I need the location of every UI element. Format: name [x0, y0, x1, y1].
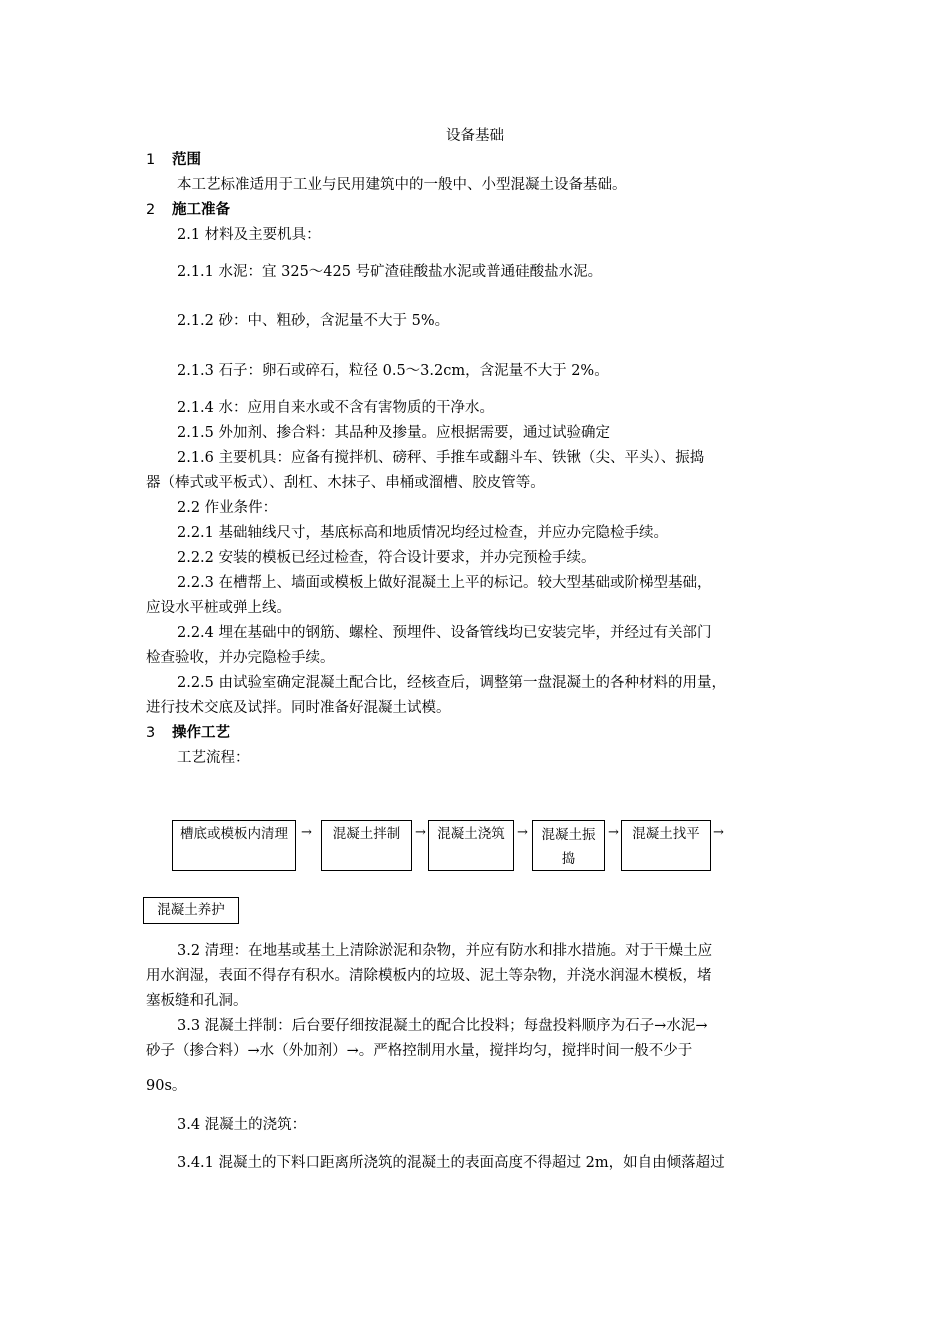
document-title: 设备基础 — [446, 128, 504, 144]
clause: 2.1.4 水：应用自来水或不含有害物质的干净水。 — [177, 400, 495, 416]
clause: 2.1.2 砂：中、粗砂，含泥量不大于 5%。 — [177, 313, 450, 329]
clause: 2.2.3 在槽帮上、墙面或模板上做好混凝土上平的标记。较大型基础或阶梯型基础， — [177, 575, 712, 591]
clause: 2.2.5 由试验室确定混凝土配合比，经核查后，调整第一盘混凝土的各种材料的用量， — [177, 675, 727, 691]
subsection-heading: 2.1 材料及主要机具： — [177, 227, 321, 243]
clause-continuation: 检查验收，并办完隐检手续。 — [146, 650, 335, 666]
clause: 2.1.1 水泥：宜 325～425 号矿渣硅酸盐水泥或普通硅酸盐水泥。 — [177, 264, 603, 280]
flow-step-pouring: 混凝土浇筑 — [428, 820, 514, 871]
flow-arrow: → — [517, 825, 528, 840]
flow-step-leveling: 混凝土找平 — [621, 820, 711, 871]
section-heading-3: 3 操作工艺 — [146, 725, 230, 741]
clause-continuation: 用水润湿，表面不得存有积水。清除模板内的垃圾、泥土等杂物，并浇水润湿木模板，堵 — [146, 968, 712, 984]
clause-continuation: 塞板缝和孔洞。 — [146, 993, 248, 1009]
flow-arrow: → — [608, 825, 619, 840]
clause: 2.1.5 外加剂、掺合料：其品种及掺量。应根据需要，通过试验确定 — [177, 425, 611, 441]
paragraph: 本工艺标准适用于工业与民用建筑中的一般中、小型混凝土设备基础。 — [177, 177, 627, 193]
subsection-heading: 2.2 作业条件： — [177, 500, 278, 516]
clause-continuation: 进行技术交底及试拌。同时准备好混凝土试模。 — [146, 700, 451, 716]
section-heading-2: 2 施工准备 — [146, 202, 230, 218]
clause: 2.2.4 埋在基础中的钢筋、螺栓、预埋件、设备管线均已安装完毕，并经过有关部门 — [177, 625, 712, 641]
subsection-heading: 3.4 混凝土的浇筑： — [177, 1117, 307, 1133]
flow-label: 工艺流程： — [177, 750, 250, 766]
flow-arrow: → — [415, 825, 426, 840]
clause-continuation: 器（棒式或平板式）、刮杠、木抹子、串桶或溜槽、胶皮管等。 — [146, 475, 545, 491]
flow-step-mixing: 混凝土拌制 — [321, 820, 412, 871]
clause-continuation: 应设水平桩或弹上线。 — [146, 600, 291, 616]
clause-continuation: 砂子（掺合料）→水（外加剂）→。严格控制用水量，搅拌均匀，搅拌时间一般不少于 — [146, 1043, 693, 1059]
clause: 3.4.1 混凝土的下料口距离所浇筑的混凝土的表面高度不得超过 2m，如自由倾落超过 — [177, 1155, 725, 1171]
clause: 2.1.6 主要机具：应备有搅拌机、磅秤、手推车或翻斗车、铁锹（尖、平头）、振捣 — [177, 450, 705, 466]
clause: 2.1.3 石子：卵石或碎石，粒径 0.5～3.2cm，含泥量不大于 2%。 — [177, 363, 609, 379]
clause: 2.2.2 安装的模板已经过检查，符合设计要求，并办完预检手续。 — [177, 550, 596, 566]
flow-step-curing: 混凝土养护 — [143, 897, 239, 924]
clause-continuation: 90s。 — [146, 1078, 187, 1094]
section-heading-1: 1 范围 — [146, 152, 201, 168]
clause: 3.3 混凝土拌制：后台要仔细按混凝土的配合比投料；每盘投料顺序为石子→水泥→ — [177, 1018, 708, 1034]
flow-arrow: → — [713, 825, 724, 840]
flow-arrow: → — [301, 825, 312, 840]
clause: 2.2.1 基础轴线尺寸，基底标高和地质情况均经过检查，并应办完隐检手续。 — [177, 525, 669, 541]
flow-step-cleaning: 槽底或模板内清理 — [172, 820, 296, 871]
flow-step-vibrating: 混凝土振捣 — [532, 820, 605, 871]
clause: 3.2 清理：在地基或基土上清除淤泥和杂物，并应有防水和排水措施。对于干燥土应 — [177, 943, 713, 959]
